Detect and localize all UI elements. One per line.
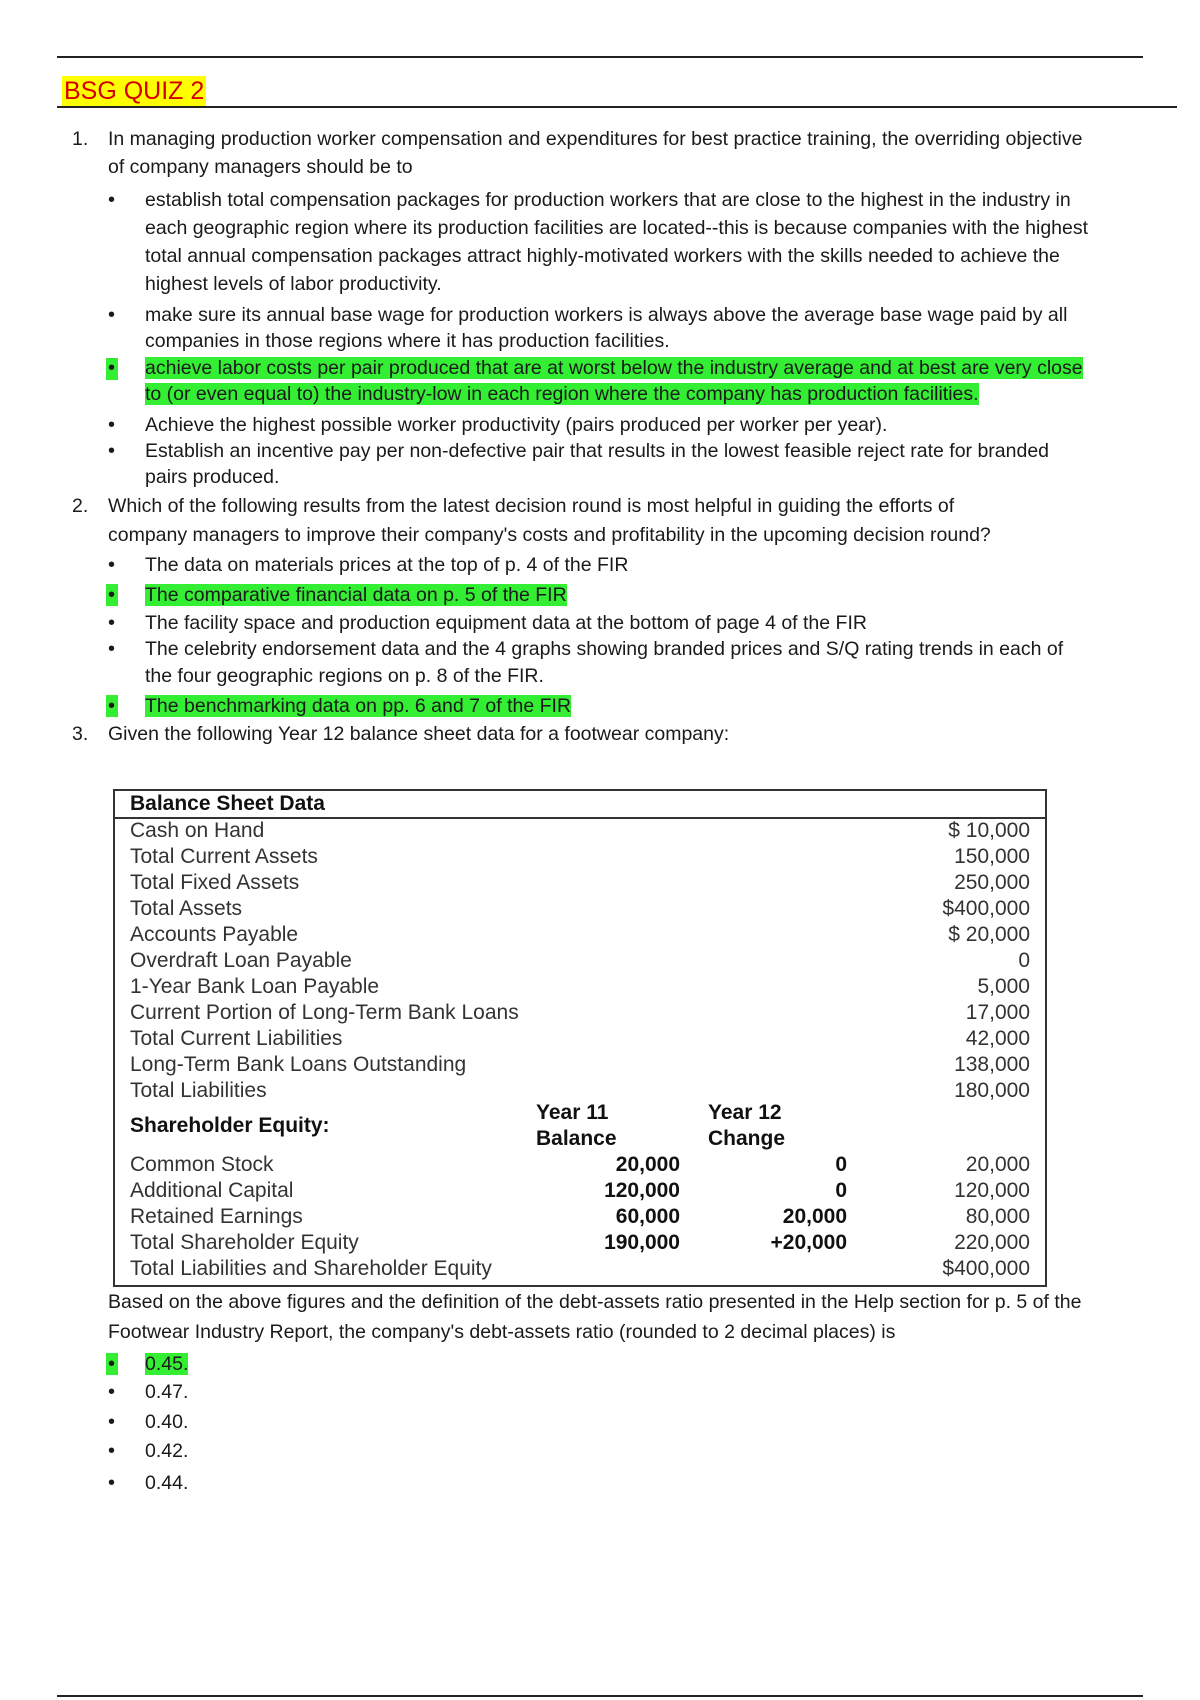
bullet-icon: •	[108, 1353, 116, 1375]
table-row	[115, 896, 1045, 922]
bullet-icon: •	[108, 695, 116, 717]
option-text	[145, 609, 1150, 637]
row-value: $ 20,000	[948, 923, 1030, 946]
option-line: pairs produced.	[145, 466, 280, 488]
question-number: 2.	[72, 495, 89, 517]
row-label: 1-Year Bank Loan Payable	[130, 975, 380, 998]
option-text	[145, 1437, 1150, 1465]
option-line: highest levels of labor productivity.	[145, 273, 442, 295]
row-value: 138,000	[954, 1053, 1030, 1076]
option-line: total annual compensation packages attract highly-motivated workers with the skills needed to achieve the	[145, 245, 1060, 267]
bottom-rule	[57, 1695, 1143, 1697]
year11-value: 60,000	[615, 1205, 680, 1228]
option-text	[145, 636, 1150, 690]
option-text	[145, 411, 1150, 439]
table-row	[115, 1026, 1045, 1052]
top-rule	[57, 56, 1143, 58]
balance-sheet-header	[115, 791, 1045, 819]
option-text	[145, 355, 1150, 407]
column-header-line: Year 12	[708, 1101, 782, 1124]
bullet-icon: •	[108, 554, 116, 576]
row-label: Current Portion of Long-Term Bank Loans	[130, 1001, 519, 1024]
table-row	[115, 818, 1045, 844]
option-line: 0.47.	[145, 1381, 189, 1403]
option-line: establish total compensation packages for production workers that are close to the highest in the industry in	[145, 189, 1071, 211]
option-line: 0.44.	[145, 1472, 189, 1494]
row-value: 80,000	[965, 1205, 1030, 1228]
table-row	[115, 1204, 1045, 1230]
option-line: to (or even equal to) the industry-low in each region where the company has production facilities.	[145, 383, 979, 405]
bullet-icon: •	[108, 638, 116, 660]
column-header-line: Balance	[536, 1127, 617, 1150]
question-text	[108, 1287, 1153, 1347]
table-row	[115, 1052, 1045, 1078]
bullet-icon: •	[108, 357, 116, 379]
option-line: Establish an incentive pay per non-defective pair that results in the lowest feasible reject rate for branded	[145, 440, 1050, 462]
year12-value: +20,000	[770, 1231, 847, 1254]
option-text	[145, 302, 1150, 354]
row-label: Long-Term Bank Loans Outstanding	[130, 1053, 467, 1076]
option-line: 0.40.	[145, 1411, 189, 1433]
question-line: of company managers should be to	[108, 156, 413, 178]
option-line: The comparative financial data on p. 5 of the FIR	[145, 584, 567, 606]
row-label: Retained Earnings	[130, 1205, 303, 1228]
bullet-icon: •	[108, 1440, 116, 1462]
row-value: 5,000	[977, 975, 1030, 998]
option-text	[145, 186, 1150, 298]
question-line: Based on the above figures and the definition of the debt-assets ratio presented in the Help section for p. 5 of the	[108, 1291, 1082, 1313]
bullet-icon: •	[108, 189, 116, 211]
bullet-icon: •	[108, 1381, 116, 1403]
year11-value: 20,000	[615, 1153, 680, 1176]
row-value: 17,000	[965, 1001, 1030, 1024]
option-line: The benchmarking data on pp. 6 and 7 of the FIR	[145, 695, 572, 717]
row-label: Total Shareholder Equity	[130, 1231, 359, 1254]
table-row	[115, 922, 1045, 948]
question-line: Given the following Year 12 balance sheet data for a footwear company:	[108, 723, 730, 745]
balance-sheet-title: Balance Sheet Data	[130, 792, 325, 815]
year12-value: 20,000	[782, 1205, 847, 1228]
row-value: 0	[1018, 949, 1030, 972]
year11-value: 120,000	[604, 1179, 680, 1202]
row-label: Total Liabilities	[130, 1079, 267, 1102]
option-line: each geographic region where its production facilities are located--this is because companies with the highest	[145, 217, 1089, 239]
option-line: The facility space and production equipment data at the bottom of page 4 of the FIR	[145, 612, 867, 634]
question-text	[108, 125, 1153, 181]
option-line: make sure its annual base wage for production workers is always above the average base wage paid by all	[145, 304, 1068, 326]
question-number: 3.	[72, 723, 89, 745]
table-row	[115, 948, 1045, 974]
option-text	[145, 551, 1150, 579]
question-line: Footwear Industry Report, the company's debt-assets ratio (rounded to 2 decimal places) is	[108, 1321, 896, 1343]
balance-sheet-table	[113, 789, 1047, 1287]
row-label: Accounts Payable	[130, 923, 299, 946]
option-line: The data on materials prices at the top of p. 4 of the FIR	[145, 554, 629, 576]
row-label: Cash on Hand	[130, 819, 265, 842]
year12-value: 0	[835, 1153, 847, 1176]
column-header-line: Year 11	[536, 1101, 609, 1124]
shareholder-equity-label: Shareholder Equity:	[130, 1114, 330, 1137]
bullet-icon: •	[108, 584, 116, 606]
page-title: BSG QUIZ 2	[64, 77, 205, 105]
column-header-year11	[536, 1100, 617, 1152]
question-line: Which of the following results from the latest decision round is most helpful in guiding the efforts of	[108, 495, 955, 517]
row-value: 250,000	[954, 871, 1030, 894]
row-value: 150,000	[954, 845, 1030, 868]
table-row	[115, 1256, 1045, 1282]
table-row	[115, 1230, 1045, 1256]
row-label: Additional Capital	[130, 1179, 294, 1202]
row-label: Overdraft Loan Payable	[130, 949, 352, 972]
option-line: The celebrity endorsement data and the 4 graphs showing branded prices and S/Q rating trends in each of	[145, 638, 1064, 660]
row-value: $400,000	[942, 1257, 1030, 1280]
row-value: 42,000	[965, 1027, 1030, 1050]
row-value: 180,000	[954, 1079, 1030, 1102]
option-text	[145, 1469, 1150, 1497]
table-row	[115, 870, 1045, 896]
year12-value: 0	[835, 1179, 847, 1202]
option-text	[145, 438, 1150, 490]
bullet-icon: •	[108, 612, 116, 634]
bullet-icon: •	[108, 1472, 116, 1494]
table-row	[115, 1178, 1045, 1204]
option-text	[145, 581, 1150, 609]
table-row	[115, 1000, 1045, 1026]
column-header-line: Change	[708, 1127, 786, 1150]
option-line: companies in those regions where it has production facilities.	[145, 330, 670, 352]
year11-value: 190,000	[604, 1231, 680, 1254]
bullet-icon: •	[108, 414, 116, 436]
option-line: Achieve the highest possible worker productivity (pairs produced per worker per year).	[145, 414, 888, 436]
question-line: In managing production worker compensation and expenditures for best practice training, the overriding objective	[108, 128, 1083, 150]
row-value: $ 10,000	[948, 819, 1030, 842]
question-line: company managers to improve their company's costs and profitability in the upcoming decision round?	[108, 524, 991, 546]
row-value: $400,000	[942, 897, 1030, 920]
row-label: Total Assets	[130, 897, 243, 920]
row-value: 120,000	[954, 1179, 1030, 1202]
column-header-year12	[708, 1100, 785, 1152]
table-row	[115, 974, 1045, 1000]
row-label: Total Current Liabilities	[130, 1027, 343, 1050]
option-text	[145, 692, 1150, 720]
table-row	[115, 844, 1045, 870]
option-line: achieve labor costs per pair produced that are at worst below the industry average and at best are very close	[145, 357, 1083, 379]
row-label: Total Fixed Assets	[130, 871, 300, 894]
question-number: 1.	[72, 128, 89, 150]
question-text	[108, 720, 1153, 748]
bullet-icon: •	[108, 304, 116, 326]
option-line: the four geographic regions on p. 8 of the FIR.	[145, 665, 544, 687]
row-label: Total Current Assets	[130, 845, 318, 868]
bullet-icon: •	[108, 440, 116, 462]
row-label: Total Liabilities and Shareholder Equity	[130, 1257, 492, 1280]
option-text	[145, 1408, 1150, 1436]
table-row	[115, 1152, 1045, 1178]
option-text	[145, 1350, 1150, 1378]
bullet-icon: •	[108, 1411, 116, 1433]
row-value: 220,000	[954, 1231, 1030, 1254]
title-rule	[57, 106, 1177, 108]
question-text	[108, 492, 1153, 550]
row-value: 20,000	[965, 1153, 1030, 1176]
row-label: Common Stock	[130, 1153, 274, 1176]
option-line: 0.45.	[145, 1353, 189, 1375]
option-text	[145, 1378, 1150, 1406]
option-line: 0.42.	[145, 1440, 189, 1462]
